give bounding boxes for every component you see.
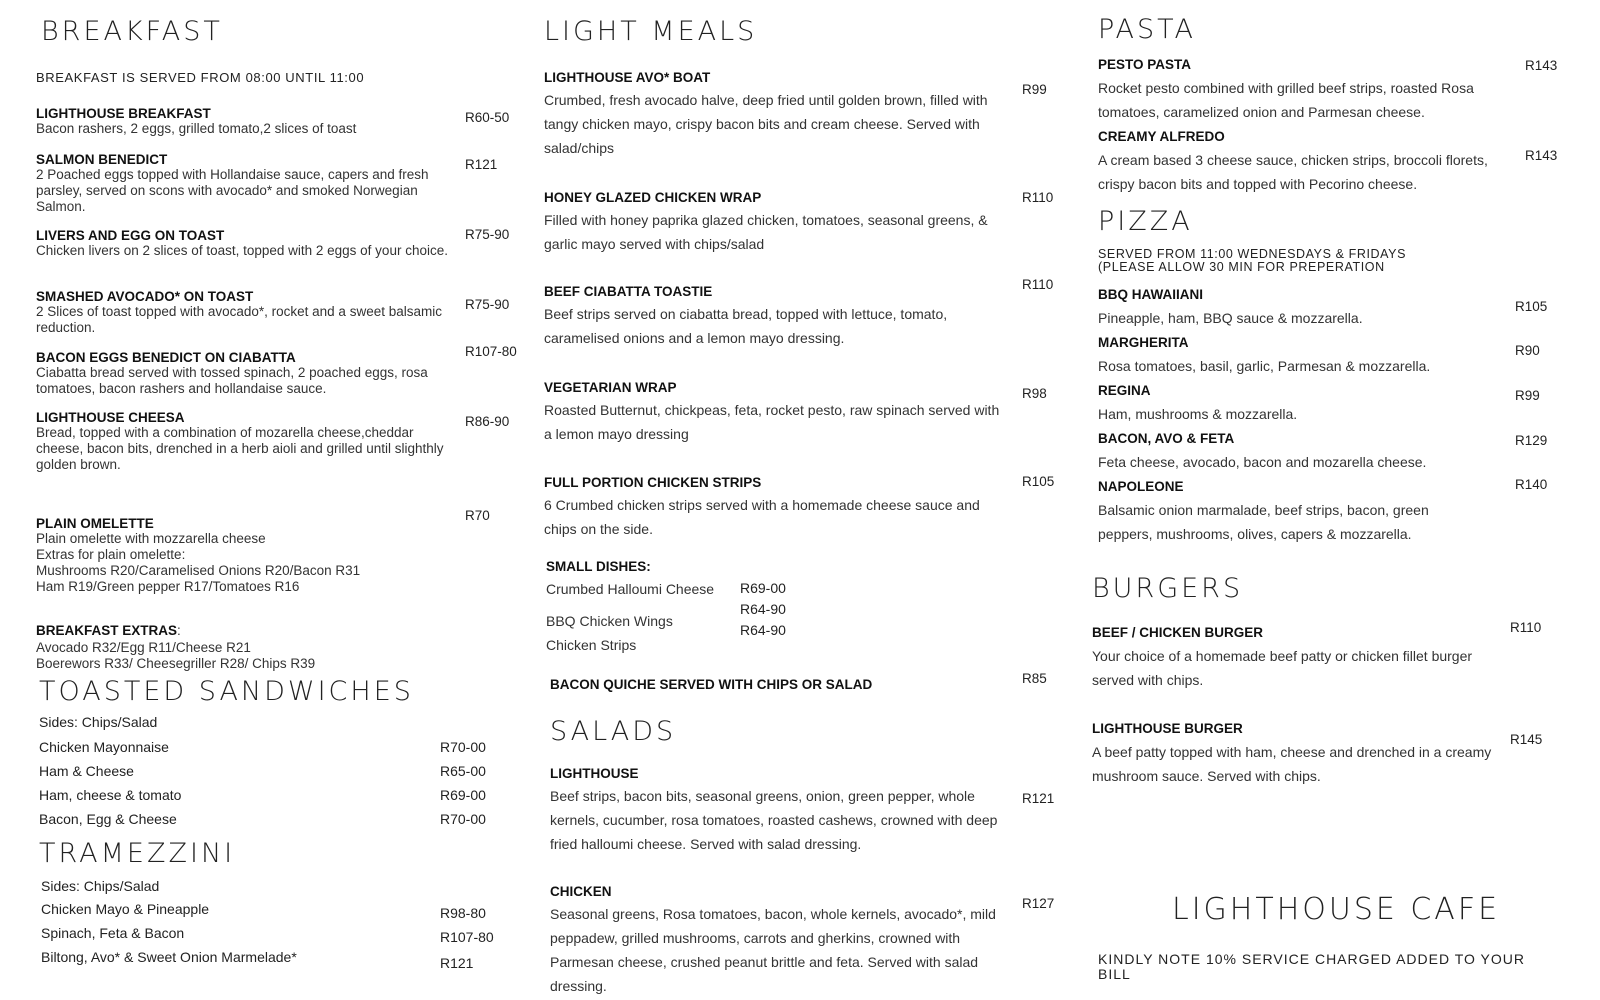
menu-item — [1098, 54, 1513, 124]
item-name: BEEF / CHICKEN BURGER — [1092, 625, 1264, 640]
service-charge-note: KINDLY NOTE 10% SERVICE CHARGED ADDED TO YOUR BILL — [1098, 951, 1525, 982]
menu-item — [1098, 332, 1498, 378]
item-name: BBQ HAWAIIANI — [1098, 287, 1204, 302]
pizza-title: PIZZA — [1098, 206, 1193, 237]
item-price: R110 — [1510, 620, 1542, 635]
quiche-name: BACON QUICHE SERVED WITH CHIPS OR SALAD — [550, 677, 873, 692]
item-price: R110 — [1022, 277, 1054, 292]
cafe-name: LIGHTHOUSE CAFE — [1172, 892, 1501, 927]
item-name: LIGHTHOUSE BREAKFAST — [36, 106, 211, 121]
item-name: BACON, AVO & FETA — [1098, 431, 1235, 446]
item-desc: Extras for plain omelette: — [36, 547, 186, 562]
toasted-row-price: R70-00 — [440, 811, 486, 827]
item-price: R145 — [1510, 732, 1543, 747]
menu-item — [36, 350, 456, 397]
breakfast-hours-note: BREAKFAST IS SERVED FROM 08:00 UNTIL 11:00 — [36, 70, 365, 85]
item-name: REGINA — [1098, 383, 1151, 398]
item-desc: A beef patty topped with ham, cheese and drenched in a creamy mushroom sauce. Served with chips. — [1092, 744, 1492, 784]
item-name: PLAIN OMELETTE — [36, 516, 154, 531]
item-desc: 2 Slices of toast topped with avocado*, rocket and a sweet balsamic reduction. — [36, 304, 442, 335]
item-desc: Bacon rashers, 2 eggs, grilled tomato,2 slices of toast — [36, 121, 357, 136]
item-desc: Ciabatta bread served with tossed spinach, 2 poached eggs, rosa tomatoes, bacon rashers and hollandaise sauce. — [36, 365, 428, 396]
toasted-row-name: Ham, cheese & tomato — [39, 787, 182, 803]
item-desc: Chicken livers on 2 slices of toast, topped with 2 eggs of your choice. — [36, 243, 448, 258]
item-price: R105 — [1022, 474, 1055, 489]
item-name: SMASHED AVOCADO* ON TOAST — [36, 289, 254, 304]
item-desc: Ham R19/Green pepper R17/Tomatoes R16 — [36, 579, 300, 594]
menu-item — [36, 106, 446, 137]
tramezzini-row-name: Spinach, Feta & Bacon — [41, 925, 185, 941]
item-price: R86-90 — [465, 414, 510, 429]
toasted-row-price: R70-00 — [440, 739, 486, 755]
toasted-row-price: R69-00 — [440, 787, 486, 803]
tramezzini-title: TRAMEZZINI — [39, 838, 236, 869]
item-price: R60-50 — [465, 110, 510, 125]
pizza-note-line: (PLEASE ALLOW 30 MIN FOR PREPERATION — [1098, 260, 1385, 274]
menu-item — [544, 188, 1009, 256]
breakfast-title: BREAKFAST — [41, 16, 223, 47]
tramezzini-row-price: R98-80 — [440, 905, 486, 921]
menu-item — [1098, 380, 1498, 426]
toasted-row-name: Bacon, Egg & Cheese — [39, 811, 177, 827]
small-dish-name: Crumbed Halloumi Cheese — [546, 581, 715, 597]
pizza-note-line: SERVED FROM 11:00 WEDNESDAYS & FRIDAYS — [1098, 247, 1407, 261]
item-name: MARGHERITA — [1098, 335, 1189, 350]
item-name: CREAMY ALFREDO — [1098, 129, 1225, 144]
menu-item — [544, 68, 1009, 160]
item-name: CHICKEN — [550, 884, 612, 899]
item-desc: Rosa tomatoes, basil, garlic, Parmesan & mozzarella. — [1098, 358, 1431, 374]
item-desc: 6 Crumbed chicken strips served with a homemade cheese sauce and chips on the side. — [544, 497, 980, 537]
item-name: LIGHTHOUSE — [550, 766, 639, 781]
item-desc: Your choice of a homemade beef patty or chicken fillet burger served with chips. — [1092, 648, 1473, 688]
menu-item — [1098, 476, 1483, 546]
small-dish-price: R64-90 — [740, 622, 786, 638]
tramezzini-row-name: Chicken Mayo & Pineapple — [41, 901, 210, 917]
item-price: R90 — [1515, 343, 1540, 358]
item-price: R75-90 — [465, 297, 510, 312]
toasted-row-name: Chicken Mayonnaise — [39, 739, 169, 755]
item-desc: Feta cheese, avocado, bacon and mozarella cheese. — [1098, 454, 1427, 470]
menu-item — [1098, 126, 1508, 196]
tramezzini-row-price: R107-80 — [440, 929, 494, 945]
item-price: R75-90 — [465, 227, 510, 242]
toasted-sides: Sides: Chips/Salad — [39, 714, 158, 730]
menu-item — [550, 764, 1010, 856]
tramezzini-row-name: Biltong, Avo* & Sweet Onion Marmelade* — [41, 949, 297, 965]
item-desc: 2 Poached eggs topped with Hollandaise sauce, capers and fresh parsley, served on scons with avocado* and smoked Norwegian Salmon. — [36, 167, 429, 214]
menu-item — [544, 282, 1009, 350]
item-name: PESTO PASTA — [1098, 57, 1192, 72]
item-price: R98 — [1022, 386, 1047, 401]
menu-item — [1098, 428, 1498, 474]
toasted-row-price: R65-00 — [440, 763, 486, 779]
tramezzini-row-price: R121 — [440, 955, 474, 971]
item-desc: Rocket pesto combined with grilled beef strips, roasted Rosa tomatoes, caramelized onion and Parmesan cheese. — [1098, 80, 1474, 120]
menu-item — [544, 378, 1009, 446]
item-name: FULL PORTION CHICKEN STRIPS — [544, 475, 762, 490]
item-price: R110 — [1022, 190, 1054, 205]
menu-item — [1098, 284, 1498, 330]
burgers-title: BURGERS — [1092, 573, 1244, 604]
item-desc: Balsamic onion marmalade, beef strips, bacon, green peppers, mushrooms, olives, capers & mozzarella. — [1098, 502, 1429, 542]
pasta-title: PASTA — [1098, 14, 1197, 45]
menu-item — [1092, 622, 1492, 692]
item-desc: Pineapple, ham, BBQ sauce & mozzarella. — [1098, 310, 1363, 326]
item-price: R143 — [1525, 58, 1558, 73]
toasted-title: TOASTED SANDWICHES — [39, 676, 414, 707]
item-price: R129 — [1515, 433, 1548, 448]
item-price: R99 — [1515, 388, 1540, 403]
item-desc: A cream based 3 cheese sauce, chicken strips, broccoli florets, crispy bacon bits and topped with Pecorino cheese. — [1098, 152, 1488, 192]
light-meals-title: LIGHT MEALS — [544, 16, 758, 47]
item-desc: Roasted Butternut, chickpeas, feta, rocket pesto, raw spinach served with a lemon mayo dressing — [544, 402, 1000, 442]
item-desc: Beef strips, bacon bits, seasonal greens, onion, green pepper, whole kernels, cucumber, rosa tomatoes, roasted cashews, crowned with deep fried halloumi cheese. Served with salad dressing. — [550, 788, 998, 852]
small-dishes — [546, 557, 746, 657]
item-name: LIGHTHOUSE CHEESA — [36, 410, 185, 425]
menu-item — [550, 882, 1010, 998]
small-dish-name: Chicken Strips — [546, 637, 637, 653]
item-price: R70 — [465, 508, 490, 523]
item-name: LIGHTHOUSE BURGER — [1092, 721, 1243, 736]
item-name: LIVERS AND EGG ON TOAST — [36, 228, 225, 243]
item-desc: Beef strips served on ciabatta bread, topped with lettuce, tomato, caramelised onions and a lemon mayo dressing. — [544, 306, 948, 346]
item-name: NAPOLEONE — [1098, 479, 1184, 494]
item-name: VEGETARIAN WRAP — [544, 380, 677, 395]
item-desc: Seasonal greens, Rosa tomatoes, bacon, whole kernels, avocado*, mild peppadew, grilled mushrooms, carrots and gherkins, crowned with Parmesan cheese, crushed peanut brittle and feta. Served with salad dressing. — [550, 906, 996, 994]
item-name: BREAKFAST EXTRAS — [36, 623, 178, 638]
item-price: R121 — [465, 157, 498, 172]
small-dish-name: BBQ Chicken Wings — [546, 613, 673, 629]
item-desc: Ham, mushrooms & mozzarella. — [1098, 406, 1298, 422]
item-desc: Boerewors R33/ Cheesegriller R28/ Chips R39 — [36, 656, 316, 671]
item-desc: Crumbed, fresh avocado halve, deep fried until golden brown, filled with tangy chicken mayo, crispy bacon bits and cream cheese. Served with salad/chips — [544, 92, 988, 156]
quiche-price: R85 — [1022, 671, 1047, 686]
item-price: R105 — [1515, 299, 1548, 314]
item-price: R121 — [1022, 791, 1055, 806]
item-name: BACON EGGS BENEDICT ON CIABATTA — [36, 350, 296, 365]
item-desc: Bread, topped with a combination of mozarella cheese,cheddar cheese, bacon bits, drenched in a herb aioli and grilled until slighthly golden brown. — [36, 425, 444, 472]
item-name: LIGHTHOUSE AVO* BOAT — [544, 70, 711, 85]
item-name: HONEY GLAZED CHICKEN WRAP — [544, 190, 762, 205]
toasted-row-name: Ham & Cheese — [39, 763, 134, 779]
menu-item — [36, 289, 446, 336]
item-name: SALMON BENEDICT — [36, 152, 168, 167]
menu-item — [36, 152, 446, 215]
small-dish-price: R69-00 — [740, 580, 786, 596]
menu-item — [1092, 718, 1492, 788]
item-price: R140 — [1515, 477, 1548, 492]
tramezzini-sides: Sides: Chips/Salad — [41, 878, 160, 894]
item-desc: Plain omelette with mozzarella cheese — [36, 531, 266, 546]
breakfast-extras — [36, 622, 456, 672]
menu-item — [36, 410, 446, 473]
item-price: R127 — [1022, 896, 1055, 911]
pizza-note — [1098, 248, 1406, 274]
small-dish-price: R64-90 — [740, 601, 786, 617]
item-name: BEEF CIABATTA TOASTIE — [544, 284, 713, 299]
item-price: R143 — [1525, 148, 1558, 163]
omelette-item — [36, 516, 456, 595]
item-price: R99 — [1022, 82, 1047, 97]
menu-item — [36, 228, 451, 259]
item-desc: Mushrooms R20/Caramelised Onions R20/Bacon R31 — [36, 563, 361, 578]
extras-colon: : — [177, 623, 181, 638]
small-dishes-title: SMALL DISHES: — [546, 559, 651, 574]
menu-item — [544, 473, 1009, 541]
salads-title: SALADS — [550, 716, 677, 747]
item-desc: Filled with honey paprika glazed chicken, tomatoes, seasonal greens, & garlic mayo served with chips/salad — [544, 212, 988, 252]
item-desc: Avocado R32/Egg R11/Cheese R21 — [36, 640, 251, 655]
item-price: R107-80 — [465, 344, 517, 359]
